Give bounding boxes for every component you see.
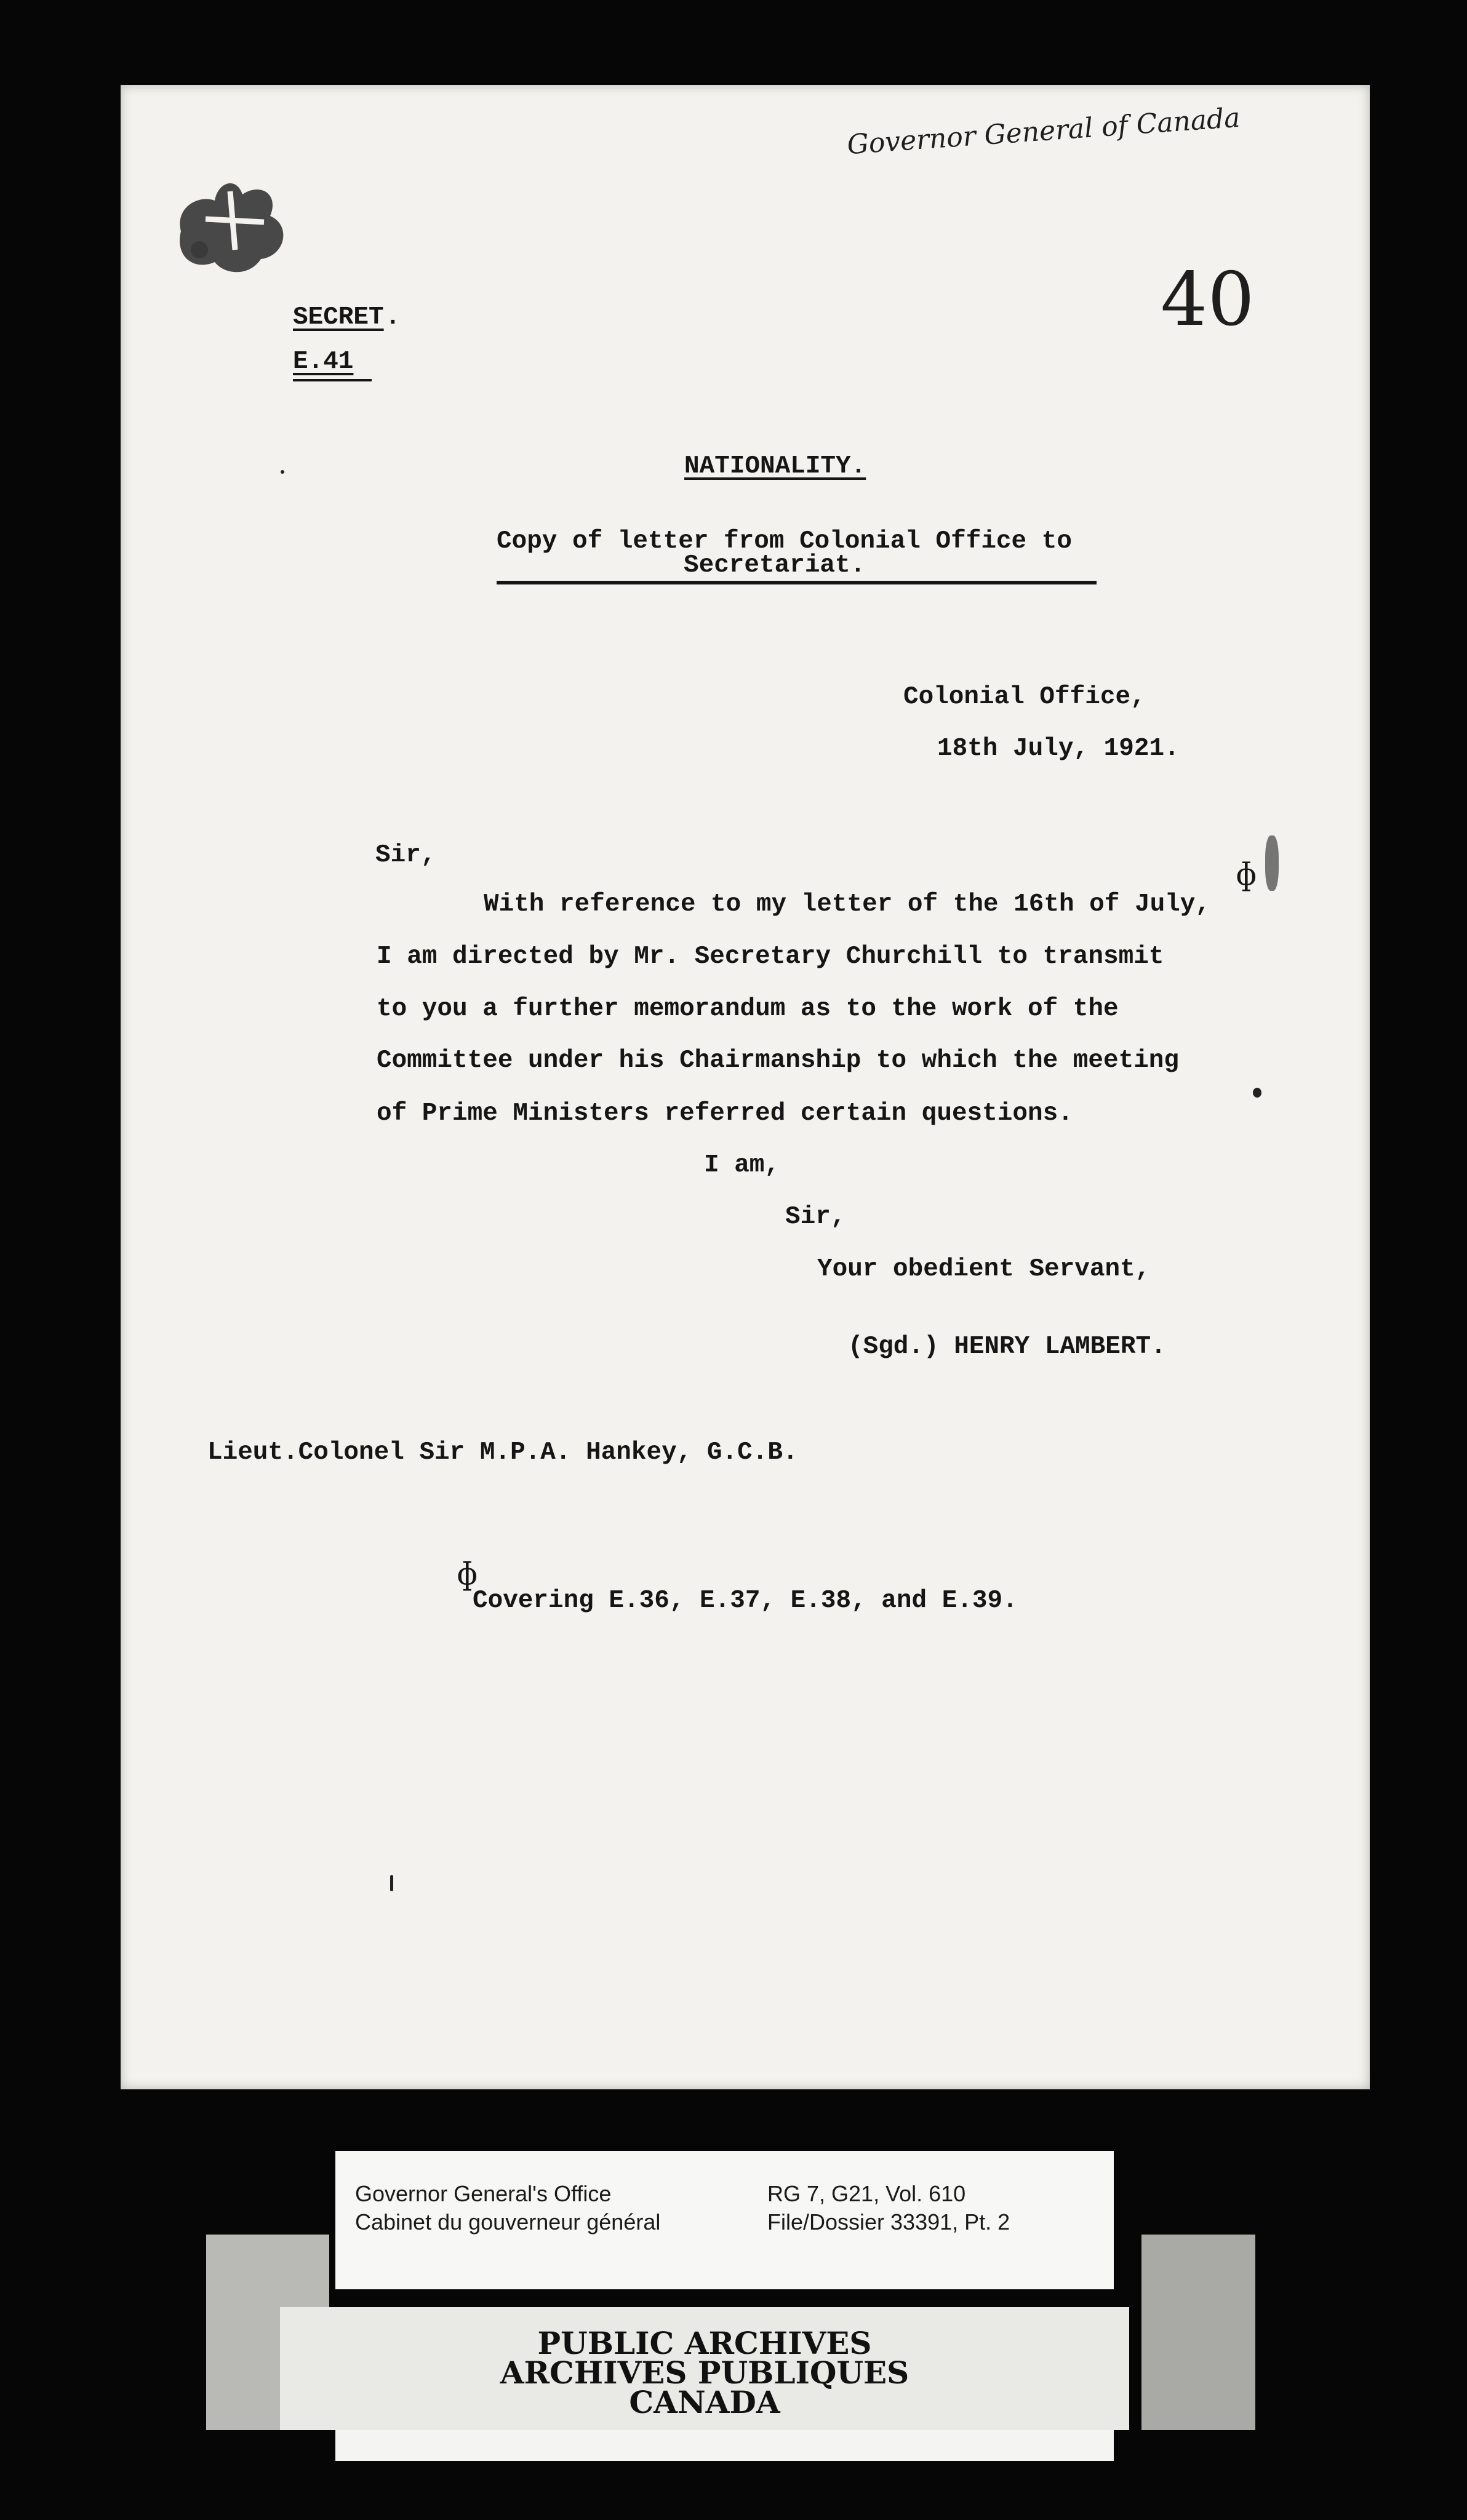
sender-date: 18th July, 1921. bbox=[937, 735, 1180, 763]
classification-period: . bbox=[385, 303, 401, 332]
closing-line: Sir, bbox=[785, 1203, 846, 1231]
scan-speck bbox=[1253, 1088, 1261, 1098]
holder-clip-right bbox=[1141, 2235, 1255, 2430]
classification-label: SECRET bbox=[293, 303, 384, 332]
body-line: of Prime Ministers referred certain questions. bbox=[377, 1099, 1073, 1128]
subtitle-underline bbox=[497, 581, 1097, 584]
handwritten-header: Governor General of Canada bbox=[846, 102, 1241, 161]
scan-speck bbox=[281, 470, 284, 474]
footnote-mark-covering: ɸ bbox=[457, 1556, 478, 1592]
file-dossier-reference: File/Dossier 33391, Pt. 2 bbox=[767, 2209, 1010, 2235]
ink-stain-mark bbox=[156, 158, 316, 281]
body-line: to you a further memorandum as to the work of the bbox=[377, 995, 1119, 1023]
closing-line: I am, bbox=[704, 1151, 780, 1179]
reference-underline bbox=[293, 379, 372, 381]
office-name-french: Cabinet du gouverneur général bbox=[355, 2209, 661, 2235]
stamp-line-public-archives: PUBLIC ARCHIVES bbox=[537, 2325, 872, 2361]
letter-page bbox=[121, 85, 1370, 2089]
subtitle-line-2: Secretariat. bbox=[684, 551, 866, 580]
covering-note: Covering E.36, E.37, E.38, and E.39. bbox=[473, 1587, 1018, 1615]
body-line: Committee under his Chairmanship to which the meeting bbox=[377, 1047, 1180, 1075]
office-name-english: Governor General's Office bbox=[355, 2181, 612, 2206]
handwritten-page-number: 40 bbox=[1161, 257, 1255, 343]
signature: (Sgd.) HENRY LAMBERT. bbox=[848, 1333, 1166, 1361]
scan-speck bbox=[1265, 835, 1279, 891]
public-archives-stamp bbox=[280, 2307, 1129, 2430]
body-line: With reference to my letter of the 16th of July, bbox=[484, 890, 1210, 919]
addressee: Lieut.Colonel Sir M.P.A. Hankey, G.C.B. bbox=[207, 1438, 798, 1467]
scan-speck bbox=[390, 1875, 393, 1891]
sender-place: Colonial Office, bbox=[903, 683, 1146, 711]
stamp-line-archives-publiques: ARCHIVES PUBLIQUES bbox=[500, 2355, 909, 2391]
subtitle-line-1: Copy of letter from Colonial Office to bbox=[497, 527, 1072, 556]
record-group-reference: RG 7, G21, Vol. 610 bbox=[767, 2181, 966, 2206]
document-title: NATIONALITY. bbox=[684, 452, 866, 480]
body-line: I am directed by Mr. Secretary Churchill to transmit bbox=[377, 943, 1164, 971]
closing-line: Your obedient Servant, bbox=[817, 1255, 1151, 1283]
footnote-mark-body: ɸ bbox=[1236, 856, 1257, 892]
reference-number: E.41 bbox=[293, 348, 354, 376]
archive-label-card bbox=[335, 2151, 1114, 2289]
stamp-line-canada: CANADA bbox=[629, 2384, 780, 2420]
salutation: Sir, bbox=[375, 841, 436, 869]
label-bottom-strip bbox=[335, 2430, 1114, 2461]
